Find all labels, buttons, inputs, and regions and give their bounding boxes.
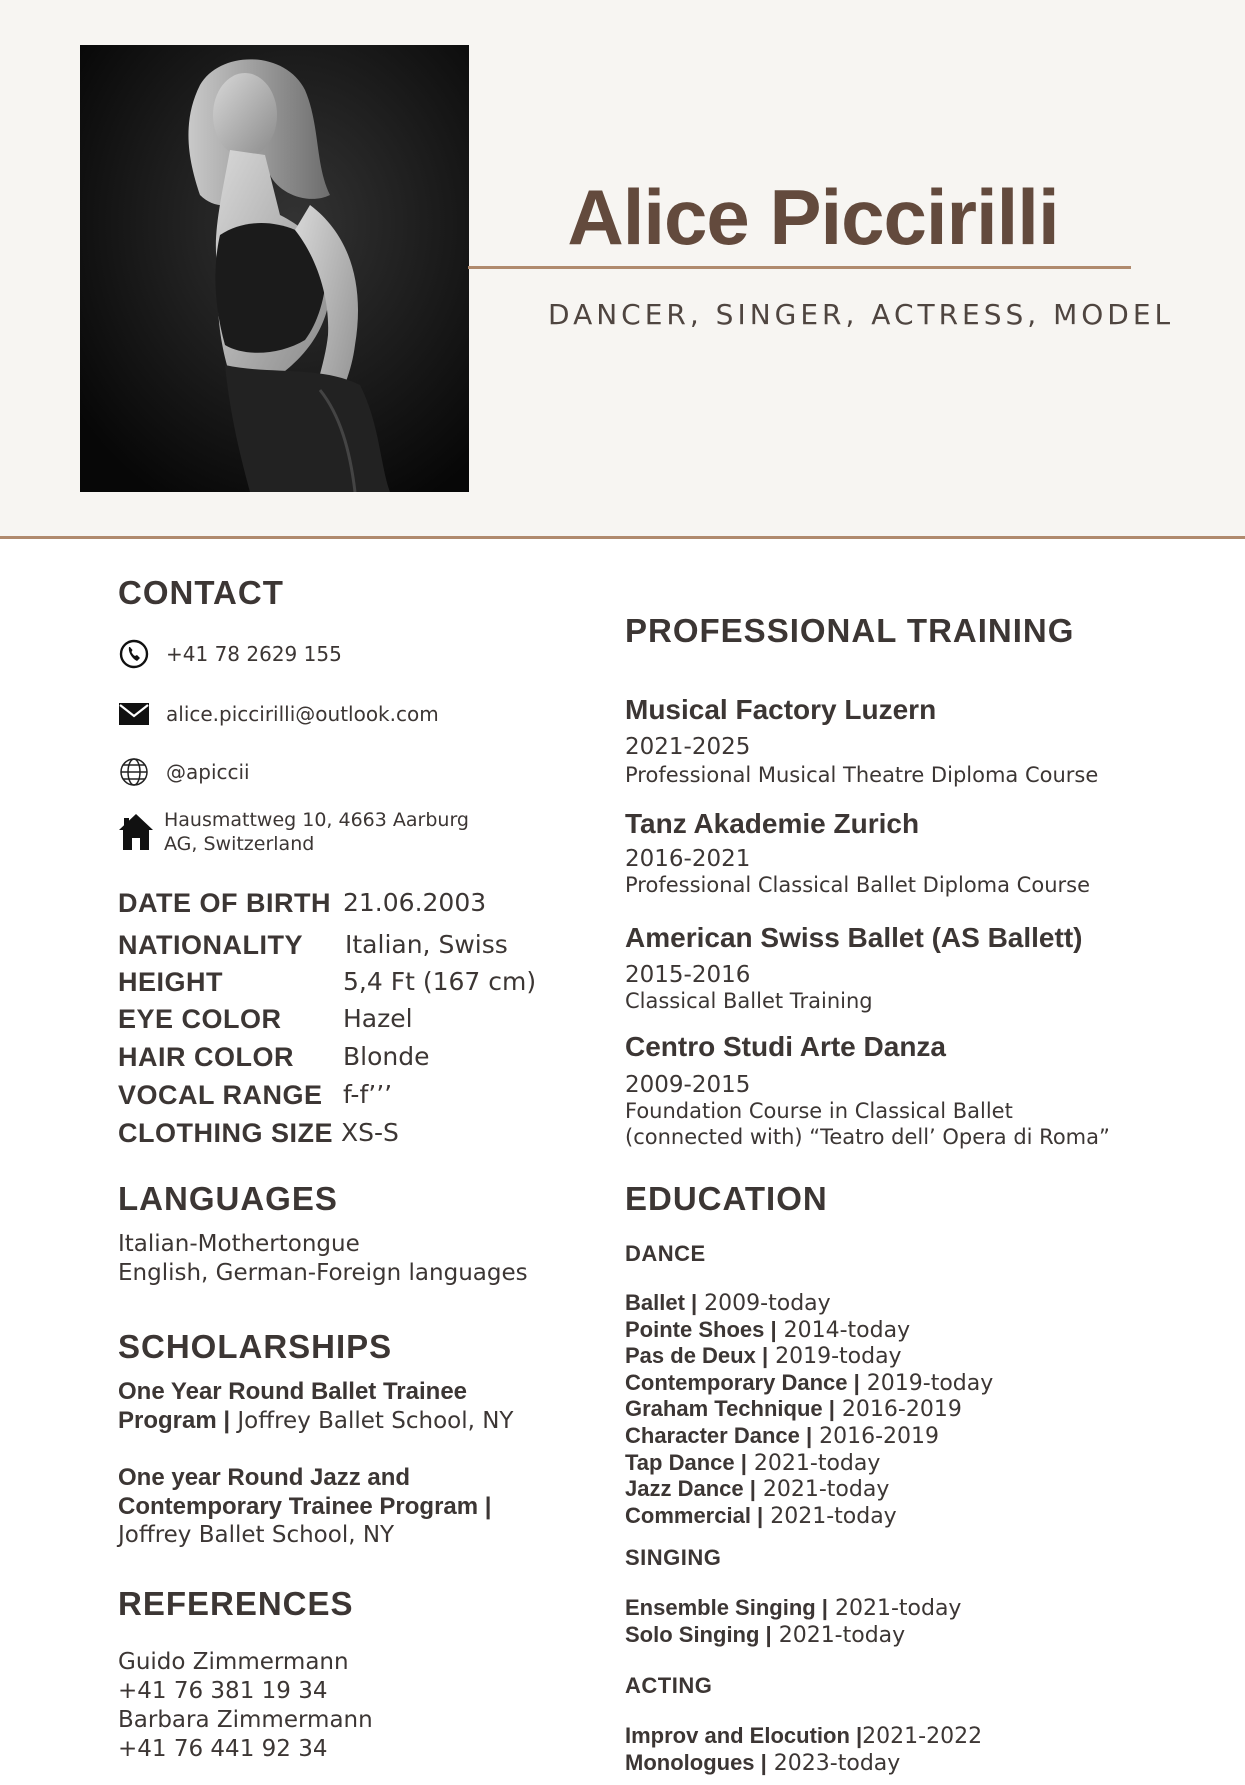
name-underline <box>468 266 1131 269</box>
training-years: 2016-2021 <box>625 846 751 872</box>
acting-list <box>625 1723 982 1776</box>
training-title: American Swiss Ballet (AS Ballett) <box>625 922 1083 953</box>
social-handle[interactable]: @apiccii <box>166 760 250 784</box>
reference-name: Barbara Zimmermann <box>118 1707 373 1733</box>
scholarship-title: One year Round Jazz and <box>118 1464 411 1491</box>
profile-photo <box>80 45 469 492</box>
training-heading: PROFESSIONAL TRAINING <box>625 612 1075 649</box>
detail-value: XS-S <box>341 1118 399 1147</box>
detail-value: 5,4 Ft (167 cm) <box>343 967 537 996</box>
reference-name: Guido Zimmermann <box>118 1649 349 1675</box>
scholarship-item <box>118 1377 513 1436</box>
email-address[interactable]: alice.piccirilli@outlook.com <box>166 702 439 726</box>
scholarship-school: Joffrey Ballet School, NY <box>230 1408 514 1434</box>
training-desc-line: (connected with) “Teatro dell’ Opera di Roma” <box>625 1125 1110 1149</box>
detail-value: Hazel <box>343 1004 413 1033</box>
scholarship-item <box>118 1463 492 1550</box>
references-heading: REFERENCES <box>118 1585 354 1622</box>
mail-icon <box>118 698 150 730</box>
scholarship-title: One Year Round Ballet Trainee <box>118 1378 468 1405</box>
detail-value: f-f’’’ <box>343 1080 393 1109</box>
header-band <box>0 0 1245 539</box>
detail-value: Blonde <box>343 1042 430 1071</box>
languages-heading: LANGUAGES <box>118 1180 338 1217</box>
training-years: 2021-2025 <box>625 734 751 760</box>
training-years: 2009-2015 <box>625 1072 751 1098</box>
language-item: English, German-Foreign languages <box>118 1260 528 1286</box>
detail-label: VOCAL RANGE <box>118 1080 323 1110</box>
singing-heading: SINGING <box>625 1545 722 1570</box>
education-item: Improv and Elocution |2021-2022 <box>625 1723 983 1749</box>
reference-phone: +41 76 381 19 34 <box>118 1678 328 1704</box>
scholarships-heading: SCHOLARSHIPS <box>118 1328 393 1365</box>
training-desc: Classical Ballet Training <box>625 989 873 1013</box>
training-desc-line: Foundation Course in Classical Ballet <box>625 1099 1013 1123</box>
education-item: Solo Singing | 2021-today <box>625 1621 906 1648</box>
full-name: Alice Piccirilli <box>567 173 1059 261</box>
detail-label: HAIR COLOR <box>118 1042 294 1072</box>
detail-value: Italian, Swiss <box>345 930 508 959</box>
reference-phone: +41 76 441 92 34 <box>118 1736 328 1762</box>
education-item: Contemporary Dance | 2019-today <box>625 1369 994 1396</box>
globe-icon <box>118 756 150 788</box>
singing-list <box>625 1595 961 1648</box>
address-line-1: Hausmattweg 10, 4663 Aarburg <box>164 809 469 831</box>
education-item: Ensemble Singing | 2021-today <box>625 1595 962 1621</box>
education-item: Pointe Shoes | 2014-today <box>625 1316 911 1343</box>
detail-label: HEIGHT <box>118 967 224 997</box>
training-desc: Professional Classical Ballet Diploma Course <box>625 873 1090 897</box>
contact-social-row <box>118 756 250 788</box>
contact-heading: CONTACT <box>118 574 284 611</box>
scholarship-title-cont: Program | <box>118 1407 231 1434</box>
detail-value: 21.06.2003 <box>343 888 487 917</box>
training-years: 2015-2016 <box>625 962 751 988</box>
scholarship-school: Joffrey Ballet School, NY <box>118 1522 395 1548</box>
training-desc <box>625 1098 1110 1150</box>
dance-list <box>625 1290 993 1529</box>
education-item: Pas de Deux | 2019-today <box>625 1343 902 1370</box>
detail-label: DATE OF BIRTH <box>118 888 331 918</box>
dance-heading: DANCE <box>625 1241 706 1266</box>
education-item: Character Dance | 2016-2019 <box>625 1422 940 1449</box>
language-item: Italian-Mothertongue <box>118 1231 360 1257</box>
profession-subtitle: DANCER, SINGER, ACTRESS, MODEL <box>548 298 1175 331</box>
education-heading: EDUCATION <box>625 1180 828 1217</box>
education-item: Commercial | 2021-today <box>625 1502 897 1529</box>
contact-email-row <box>118 698 439 730</box>
detail-label: NATIONALITY <box>118 930 303 960</box>
acting-heading: ACTING <box>625 1673 713 1698</box>
education-item: Tap Dance | 2021-today <box>625 1449 881 1476</box>
training-title: Centro Studi Arte Danza <box>625 1031 946 1062</box>
scholarship-title-cont: Contemporary Trainee Program | <box>118 1493 492 1520</box>
training-title: Tanz Akademie Zurich <box>625 808 920 839</box>
address-line-2: AG, Switzerland <box>164 833 315 855</box>
profile-photo-illustration <box>80 45 469 492</box>
detail-label: EYE COLOR <box>118 1004 282 1034</box>
languages-list <box>118 1230 528 1288</box>
references-list <box>118 1648 373 1764</box>
phone-icon <box>118 638 150 670</box>
education-item: Ballet | 2009-today <box>625 1290 831 1316</box>
education-item: Graham Technique | 2016-2019 <box>625 1396 962 1423</box>
detail-label: CLOTHING SIZE <box>118 1118 333 1148</box>
education-item: Monologues | 2023-today <box>625 1749 901 1776</box>
contact-phone-row <box>118 638 342 670</box>
training-title: Musical Factory Luzern <box>625 694 937 725</box>
home-icon <box>118 812 154 852</box>
phone-number[interactable]: +41 78 2629 155 <box>166 642 342 666</box>
contact-address-row <box>118 808 469 856</box>
training-desc: Professional Musical Theatre Diploma Course <box>625 763 1099 787</box>
education-item: Jazz Dance | 2021-today <box>625 1476 890 1503</box>
